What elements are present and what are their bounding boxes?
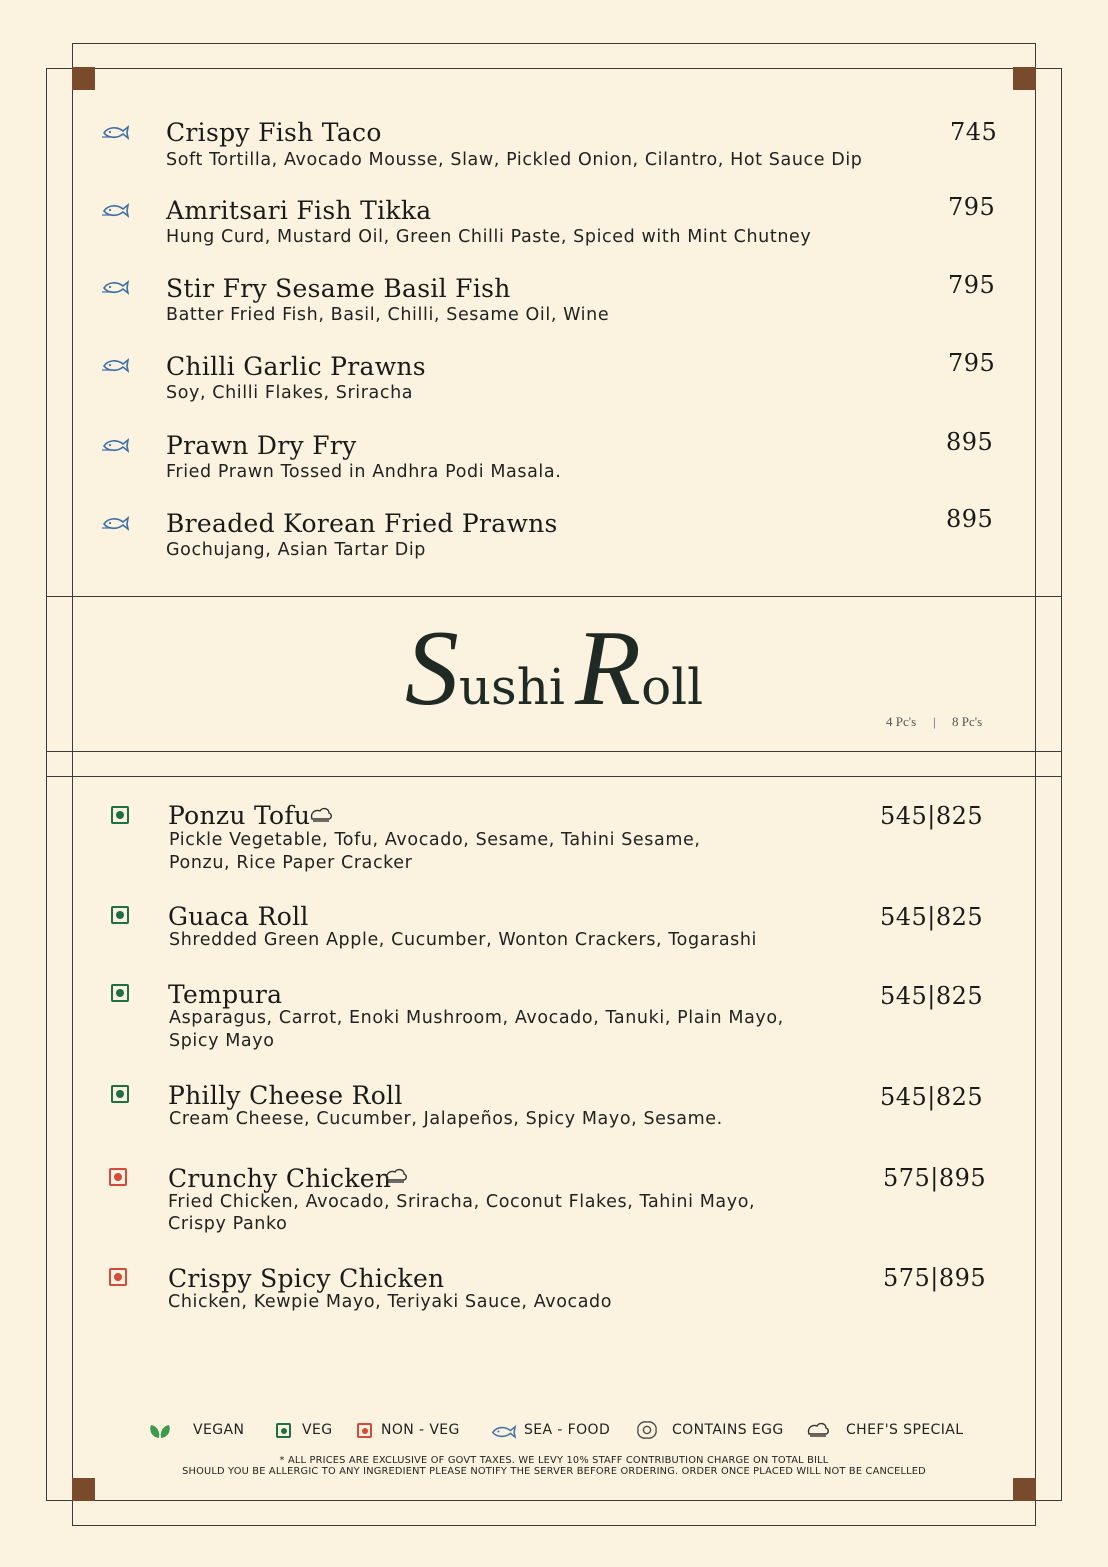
chefs-special-icon: [309, 806, 333, 829]
item-description: Crispy Panko: [168, 1214, 288, 1234]
legend-seafood: SEA - FOOD: [524, 1422, 611, 1438]
item-description: Soy, Chilli Flakes, Sriracha: [166, 383, 414, 403]
seafood-icon: [490, 1424, 516, 1444]
legend-veg: VEG: [302, 1422, 333, 1438]
item-price: 575|895: [883, 1164, 987, 1192]
title-initial: S: [404, 609, 459, 728]
item-description: Spicy Mayo: [169, 1031, 275, 1051]
chefs-special-icon: [806, 1421, 830, 1444]
item-description: Soft Tortilla, Avocado Mousse, Slaw, Pickled Onion, Cilantro, Hot Sauce Dip: [166, 150, 863, 170]
veg-icon: [276, 1423, 291, 1438]
item-description: Ponzu, Rice Paper Cracker: [169, 853, 413, 873]
chefs-special-icon: [384, 1167, 408, 1190]
seafood-icon: [101, 515, 129, 536]
item-description: Hung Curd, Mustard Oil, Green Chilli Paste, Spiced with Mint Chutney: [166, 227, 812, 247]
vegan-leaf-icon: [148, 1423, 172, 1444]
footer-note: * ALL PRICES ARE EXCLUSIVE OF GOVT TAXES. WE LEVY 10% STAFF CONTRIBUTION CHARGE ON TOTAL BILL: [279, 1455, 829, 1466]
item-name: Prawn Dry Fry: [166, 431, 357, 460]
portion-small-label: 4 Pc's: [886, 714, 917, 729]
item-price: 895: [946, 428, 994, 456]
seafood-icon: [101, 124, 129, 145]
item-name: Guaca Roll: [168, 902, 309, 931]
item-name: Amritsari Fish Tikka: [166, 196, 432, 225]
item-name: Tempura: [168, 980, 283, 1009]
seafood-icon: [101, 437, 129, 458]
non-veg-icon: [109, 1268, 127, 1286]
item-price: 795: [948, 349, 996, 377]
item-price: 545|825: [880, 903, 984, 931]
legend-non-veg: NON - VEG: [381, 1422, 460, 1438]
veg-icon: [111, 806, 129, 824]
item-description: Pickle Vegetable, Tofu, Avocado, Sesame, Tahini Sesame,: [169, 830, 701, 850]
item-price: 795: [948, 271, 996, 299]
item-name: Stir Fry Sesame Basil Fish: [166, 274, 511, 303]
item-name: Philly Cheese Roll: [168, 1081, 403, 1110]
veg-icon: [111, 984, 129, 1002]
item-price: 795: [948, 193, 996, 221]
item-description: Cream Cheese, Cucumber, Jalapeños, Spicy Mayo, Sesame.: [169, 1109, 723, 1129]
item-description: Gochujang, Asian Tartar Dip: [166, 540, 427, 560]
item-description: Chicken, Kewpie Mayo, Teriyaki Sauce, Avocado: [168, 1292, 613, 1312]
non-veg-icon: [109, 1168, 127, 1186]
footer-note: SHOULD YOU BE ALLERGIC TO ANY INGREDIENT PLEASE NOTIFY THE SERVER BEFORE ORDERING. ORDER ONCE PLACED WILL NOT BE CANCELLED: [182, 1466, 926, 1477]
legend-chefs-special: CHEF'S SPECIAL: [846, 1422, 964, 1438]
item-description: Fried Chicken, Avocado, Sriracha, Coconut Flakes, Tahini Mayo,: [168, 1192, 756, 1212]
item-description: Asparagus, Carrot, Enoki Mushroom, Avocado, Tanuki, Plain Mayo,: [169, 1008, 784, 1028]
title-initial: R: [575, 609, 642, 728]
section-title: [0, 609, 1108, 728]
item-name: Ponzu Tofu: [168, 801, 311, 830]
item-description: Batter Fried Fish, Basil, Chilli, Sesame Oil, Wine: [166, 305, 610, 325]
item-description: Shredded Green Apple, Cucumber, Wonton Crackers, Togarashi: [169, 930, 758, 950]
seafood-icon: [101, 202, 129, 223]
item-name: Crispy Fish Taco: [166, 118, 382, 147]
portion-large-label: 8 Pc's: [952, 714, 983, 729]
item-price: 545|825: [880, 802, 984, 830]
item-name: Chilli Garlic Prawns: [166, 352, 426, 381]
title-text: oll: [641, 658, 704, 716]
legend-vegan: VEGAN: [193, 1422, 245, 1438]
veg-icon: [111, 1085, 129, 1103]
portion-separator: |: [933, 714, 936, 729]
item-price: 545|825: [880, 982, 984, 1010]
item-name: Crunchy Chicken: [168, 1164, 392, 1193]
item-price: 545|825: [880, 1083, 984, 1111]
item-price: 745: [950, 118, 998, 146]
item-name: Breaded Korean Fried Prawns: [166, 509, 558, 538]
item-price: 575|895: [883, 1264, 987, 1292]
egg-icon: [636, 1420, 658, 1445]
veg-icon: [111, 906, 129, 924]
item-description: Fried Prawn Tossed in Andhra Podi Masala.: [166, 462, 562, 482]
legend-contains-egg: CONTAINS EGG: [672, 1422, 784, 1438]
seafood-icon: [101, 279, 129, 300]
item-price: 895: [946, 505, 994, 533]
seafood-icon: [101, 357, 129, 378]
item-name: Crispy Spicy Chicken: [168, 1264, 445, 1293]
title-text: ushi: [458, 658, 565, 716]
non-veg-icon: [357, 1423, 372, 1438]
